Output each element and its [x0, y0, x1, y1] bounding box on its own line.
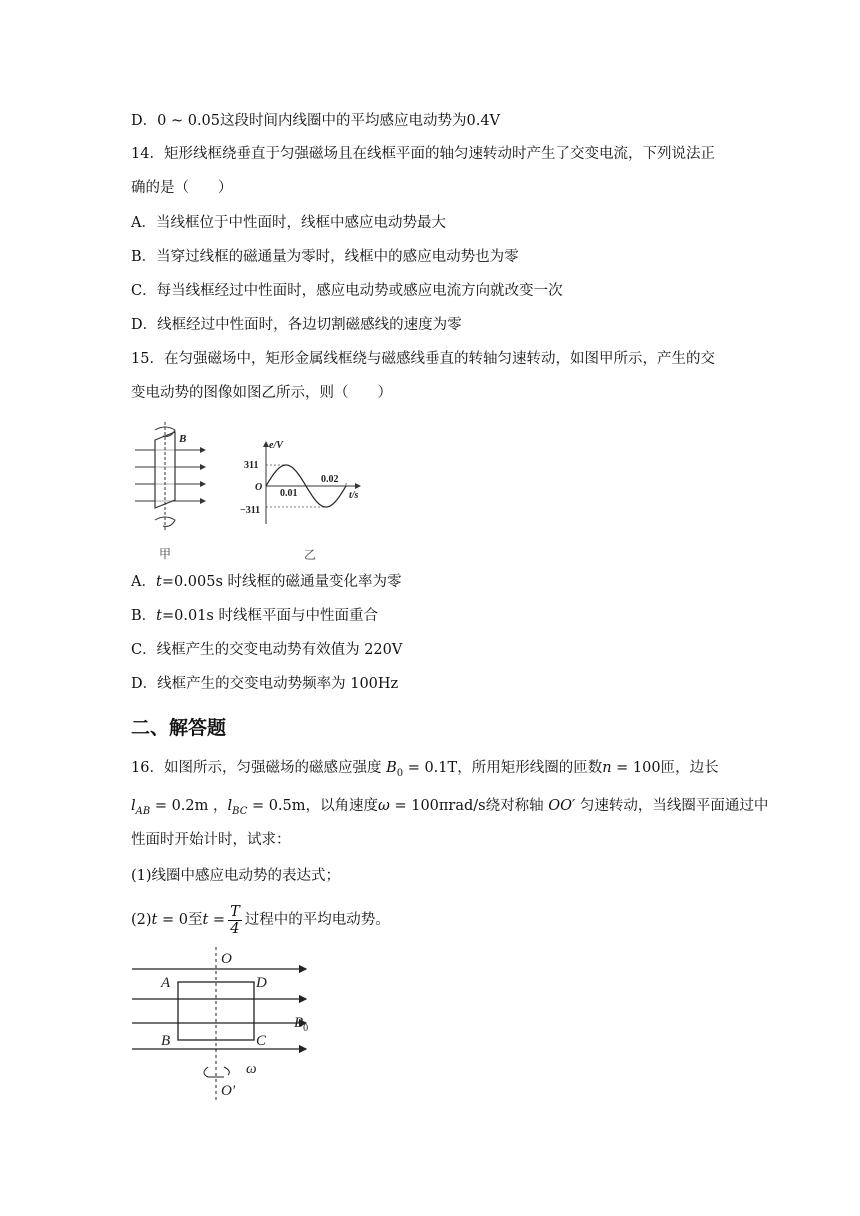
- q16-fig-b0: $B_0$: [294, 1015, 309, 1034]
- q16-fig-b: B: [161, 1033, 171, 1049]
- q15-option-a: A．t=0.005s 时线框的磁通量变化率为零: [131, 574, 402, 590]
- chart-origin: O: [255, 482, 263, 493]
- q16-fig-o-top: O: [221, 951, 232, 967]
- figure-jia-label-b: B: [179, 433, 187, 445]
- q14-option-c: C．每当线框经过中性面时，感应电动势或感应电流方向就改变一次: [131, 283, 563, 299]
- q16-line3: 性面时开始计时，试求：: [131, 832, 291, 848]
- chart-tick-x-002: 0.02: [321, 474, 339, 485]
- chart-tick-y-pos: 311: [244, 460, 259, 471]
- q16-fig-c: C: [256, 1033, 267, 1049]
- chart-tick-y-neg: −311: [240, 505, 261, 516]
- q16-line1: 16．如图所示，匀强磁场的磁感应强度 $B_0 = 0.1T$，所用矩形线圈的匝数n = 100匝，边长: [131, 760, 719, 779]
- chart-ylabel: e/V: [269, 440, 283, 451]
- q15-option-c: C．线框产生的交变电动势有效值为 220V: [131, 642, 403, 658]
- q14-option-b: B．当穿过线框的磁通量为零时，线框中的感应电动势也为零: [131, 249, 519, 265]
- q14-option-a: A．当线框位于中性面时，线框中感应电动势最大: [131, 215, 446, 231]
- figure-jia: [133, 420, 213, 565]
- q16-line2: $l_{AB} = 0.2m$ ，$l_{BC} = 0.5m$，以角速度ω = 100πrad/s绕对称轴 OO′ 匀速转动，当线圈平面通过中: [131, 798, 769, 817]
- q16-fig-o-bottom: O′: [221, 1083, 236, 1099]
- q14-option-d: D．线框经过中性面时，各边切割磁感线的速度为零: [131, 317, 462, 333]
- q16-fig-a: A: [161, 975, 171, 991]
- figure-yi-caption: 乙: [304, 548, 317, 562]
- figure-jia-caption: 甲: [159, 547, 172, 561]
- q16-sub2: (2)t = 0至t = $\frac{T}{4}$ 过程中的平均电动势。: [131, 903, 390, 937]
- chart-xlabel: t/s: [349, 490, 359, 501]
- q15-option-b: B．t=0.01s 时线框平面与中性面重合: [131, 608, 378, 624]
- figure-yi-chart: [236, 438, 368, 563]
- q16-fig-omega: ω: [246, 1061, 257, 1077]
- q15-option-d: D．线框产生的交变电动势频率为 100Hz: [131, 676, 399, 692]
- section-heading: 二、解答题: [131, 717, 227, 739]
- q16-fig-d: D: [256, 975, 267, 991]
- q15-stem-line2: 变电动势的图像如图乙所示，则（ ）: [131, 385, 392, 401]
- q13-option-d: D．0 ~ 0.05这段时间内线圈中的平均感应电动势为0.4V: [131, 113, 501, 129]
- q14-stem-line2: 确的是（ ）: [131, 180, 233, 196]
- chart-tick-x-001: 0.01: [280, 488, 298, 499]
- q16-figure: [128, 945, 328, 1105]
- q15-stem-line1: 15．在匀强磁场中，矩形金属线框绕与磁感线垂直的转轴匀速转动，如图甲所示，产生的交: [131, 351, 715, 367]
- q16-sub1: (1)线圈中感应电动势的表达式；: [131, 868, 341, 884]
- q14-stem-line1: 14．矩形线框绕垂直于匀强磁场且在线框平面的轴匀速转动时产生了交变电流，下列说法正: [131, 146, 715, 162]
